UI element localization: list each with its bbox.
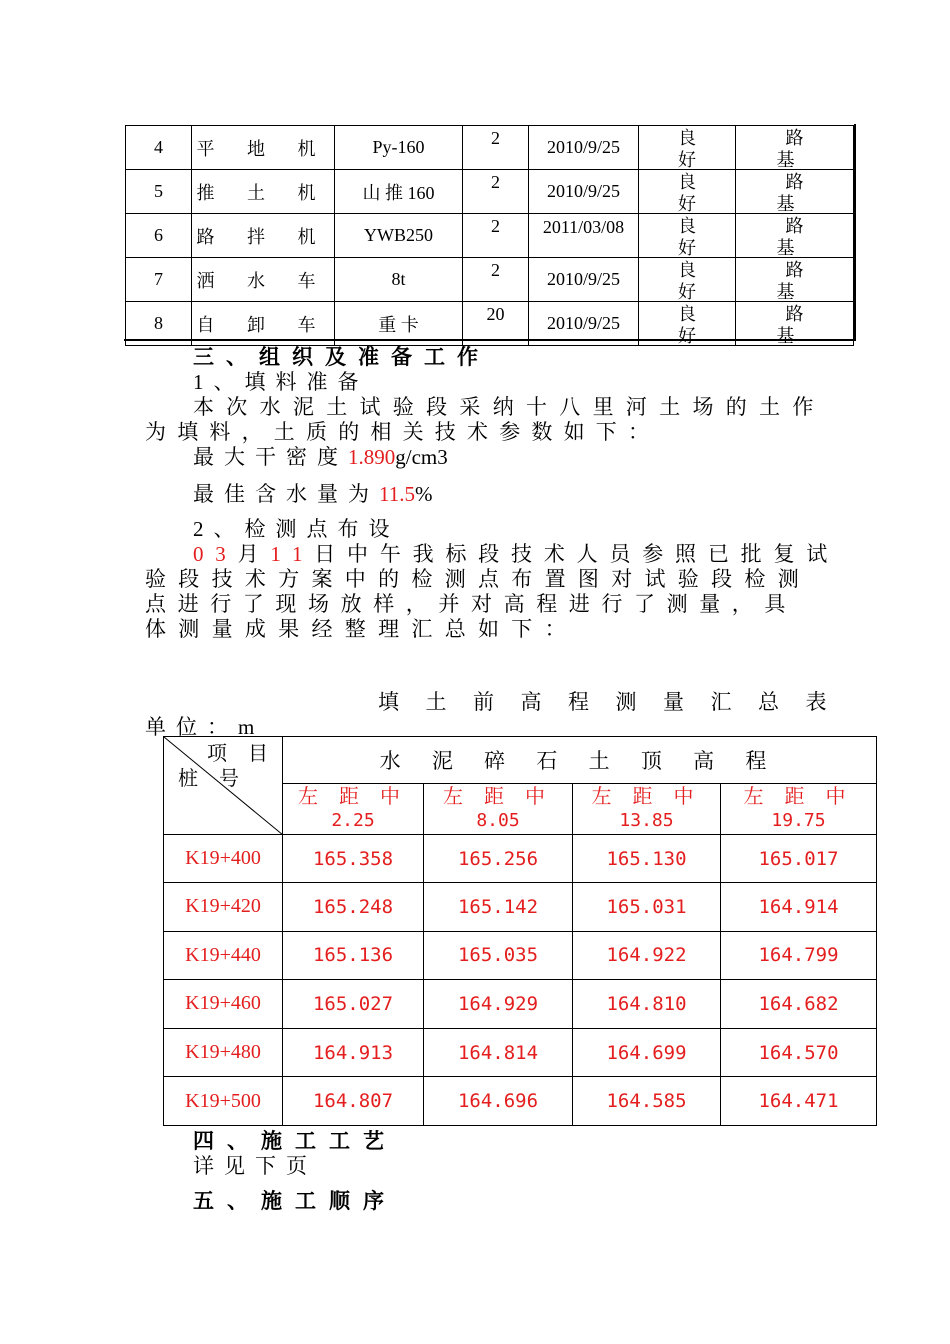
moisture [193, 478, 432, 508]
elevation-table [163, 736, 877, 1126]
equipment-name-text: 洒 水 车 [196, 270, 330, 291]
equipment-no-text: 8 [154, 313, 163, 333]
equipment-condition-text: 良好 [678, 216, 696, 256]
equipment-no [126, 126, 192, 170]
elevation-table-title: 填土前高程测量汇总表 [378, 690, 853, 714]
equipment-date [529, 214, 639, 258]
corner-top-label: 项 目 [207, 743, 276, 765]
equipment-name [192, 126, 335, 170]
corner-bottom-label: 桩 号 [178, 768, 247, 790]
column-distance: 13.85 [619, 810, 674, 831]
equipment-no-text: 7 [154, 269, 163, 289]
equipment-row [126, 302, 854, 346]
para2-month-char: 月 [237, 542, 271, 566]
equipment-model [335, 126, 463, 170]
column-label: 左 距 中 [298, 786, 408, 808]
equipment-condition [639, 126, 736, 170]
equipment-count-text: 20 [486, 304, 505, 324]
equipment-name [192, 214, 335, 258]
elevation-cell: 164.922 [573, 931, 721, 980]
equipment-row [126, 170, 854, 214]
equipment-date [529, 302, 639, 346]
column-label: 左 距 中 [591, 786, 702, 808]
equipment-count [463, 126, 529, 170]
moisture-label: 最佳含水量为 [193, 482, 379, 506]
equipment-no-text: 5 [154, 181, 163, 201]
equipment-use-text: 路基 [776, 304, 822, 344]
column-label: 左 距 中 [743, 786, 854, 808]
elevation-cell: 165.031 [573, 883, 721, 932]
elevation-cell: 164.914 [721, 883, 877, 932]
equipment-no-text: 6 [154, 225, 163, 245]
section3-sub2: 2、检测点布设 [193, 517, 400, 541]
table-row [164, 1077, 877, 1126]
para2-line3: 点进行了现场放样，并对高程进行了测量，具 [145, 592, 797, 616]
elevation-cell: 164.585 [573, 1077, 721, 1126]
equipment-model-text: 8t [391, 269, 406, 289]
equipment-use [736, 170, 854, 214]
equipment-count [463, 170, 529, 214]
equipment-name [192, 302, 335, 346]
moisture-unit: % [414, 482, 433, 506]
elevation-cell: 164.814 [424, 1028, 573, 1077]
equipment-table [125, 125, 854, 346]
equipment-count [463, 214, 529, 258]
corner-cell [164, 737, 283, 835]
station-cell: K19+500 [164, 1077, 283, 1126]
elevation-cell: 164.810 [573, 980, 721, 1029]
section3-heading: 三、组织及准备工作 [193, 345, 490, 369]
equipment-date-text: 2011/03/08 [542, 217, 625, 237]
equipment-model [335, 258, 463, 302]
equipment-count-text: 2 [491, 172, 500, 192]
column-distance: 8.05 [476, 810, 520, 831]
para1-line1: 本次水泥土试验段采纳十八里河土场的土作 [193, 395, 826, 419]
elevation-cell: 164.913 [283, 1028, 424, 1077]
equipment-model-text: 重 卡 [378, 314, 419, 335]
equipment-name-text: 推 土 机 [196, 182, 330, 203]
equipment-model [335, 214, 463, 258]
equipment-no [126, 170, 192, 214]
equipment-date [529, 126, 639, 170]
equipment-count-text: 2 [491, 128, 500, 148]
column-header [424, 784, 573, 835]
equipment-condition-text: 良好 [678, 304, 696, 344]
equipment-model [335, 302, 463, 346]
station-cell: K19+400 [164, 835, 283, 883]
equipment-count [463, 302, 529, 346]
equipment-use [736, 126, 854, 170]
column-header [573, 784, 721, 835]
equipment-name-text: 路 拌 机 [196, 226, 330, 247]
elevation-cell: 164.807 [283, 1077, 424, 1126]
equipment-row [126, 258, 854, 302]
equipment-date-text: 2010/9/25 [546, 137, 620, 157]
equipment-model-text: Py-160 [372, 137, 425, 157]
equipment-condition-text: 良好 [678, 260, 696, 300]
section3-sub1: 1、填料准备 [193, 370, 369, 394]
elevation-cell: 164.799 [721, 931, 877, 980]
station-cell: K19+460 [164, 980, 283, 1029]
equipment-condition-text: 良好 [678, 172, 696, 212]
elevation-cell: 164.699 [573, 1028, 721, 1077]
para1-line2: 为填料，土质的相关技术参数如下： [145, 420, 661, 444]
elevation-table-unit: 单位：m [145, 715, 265, 739]
equipment-model-text: YWB250 [364, 225, 433, 245]
equipment-name [192, 258, 335, 302]
equipment-use [736, 214, 854, 258]
max-density-unit: g/cm3 [395, 445, 448, 469]
elevation-cell: 165.035 [424, 931, 573, 980]
equipment-condition-text: 良好 [678, 128, 696, 168]
equipment-name-text: 平 地 机 [196, 138, 330, 159]
column-distance: 2.25 [331, 810, 375, 831]
elevation-cell: 165.248 [283, 883, 424, 932]
elevation-cell: 164.682 [721, 980, 877, 1029]
equipment-use-text: 路基 [776, 128, 822, 168]
equipment-use-text: 路基 [776, 260, 822, 300]
para2-line1-rest: 日中午我标段技术人员参照已批复试 [314, 542, 840, 566]
station-cell: K19+420 [164, 883, 283, 932]
section4-text: 详见下页 [193, 1154, 317, 1178]
column-label: 左 距 中 [443, 786, 553, 808]
group-header: 水 泥 碎 石 土 顶 高 程 [283, 737, 877, 784]
equipment-name-text: 自 卸 车 [196, 314, 330, 335]
equipment-model [335, 170, 463, 214]
equipment-date [529, 170, 639, 214]
equipment-date-text: 2010/9/25 [546, 313, 620, 333]
elevation-cell: 165.142 [424, 883, 573, 932]
equipment-use [736, 258, 854, 302]
elevation-cell: 165.130 [573, 835, 721, 883]
elevation-cell: 165.358 [283, 835, 424, 883]
equipment-no-text: 4 [154, 137, 163, 157]
elevation-cell: 165.027 [283, 980, 424, 1029]
equipment-condition [639, 258, 736, 302]
column-header [721, 784, 877, 835]
para2-line2: 验段技术方案中的检测点布置图对试验段检测 [145, 567, 811, 591]
equipment-condition [639, 214, 736, 258]
equipment-row [126, 126, 854, 170]
equipment-name [192, 170, 335, 214]
para2-month: 03 [193, 542, 238, 566]
table-row [164, 931, 877, 980]
equipment-date-text: 2010/9/25 [546, 269, 620, 289]
elevation-cell: 165.017 [721, 835, 877, 883]
elevation-cell: 164.929 [424, 980, 573, 1029]
table-row [164, 883, 877, 932]
section4-heading: 四、施工工艺 [193, 1129, 397, 1153]
equipment-date [529, 258, 639, 302]
equipment-condition [639, 170, 736, 214]
table-row [164, 835, 877, 883]
equipment-no [126, 302, 192, 346]
equipment-date-text: 2010/9/25 [546, 181, 620, 201]
equipment-count [463, 258, 529, 302]
equipment-no [126, 214, 192, 258]
column-header [283, 784, 424, 835]
table-row [164, 980, 877, 1029]
elevation-cell: 164.696 [424, 1077, 573, 1126]
column-distance: 19.75 [771, 810, 826, 831]
max-density-label: 最大干密度 [193, 445, 348, 469]
equipment-condition [639, 302, 736, 346]
equipment-no [126, 258, 192, 302]
max-density [193, 441, 448, 471]
equipment-use-text: 路基 [776, 172, 822, 212]
equipment-count-text: 2 [491, 260, 500, 280]
equipment-model-text: 山 推 160 [362, 182, 435, 203]
section5-heading: 五、施工顺序 [193, 1189, 397, 1213]
elevation-cell: 165.136 [283, 931, 424, 980]
station-cell: K19+480 [164, 1028, 283, 1077]
para2-line4: 体测量成果经整理汇总如下： [145, 617, 578, 641]
station-cell: K19+440 [164, 931, 283, 980]
equipment-use-text: 路基 [776, 216, 822, 256]
para2-day: 11 [270, 542, 315, 566]
equipment-count-text: 2 [491, 216, 500, 236]
elevation-cell: 164.471 [721, 1077, 877, 1126]
equipment-row [126, 214, 854, 258]
max-density-value: 1.890 [348, 445, 396, 469]
elevation-cell: 165.256 [424, 835, 573, 883]
moisture-value: 11.5 [379, 482, 415, 506]
elevation-cell: 164.570 [721, 1028, 877, 1077]
table-row [164, 1028, 877, 1077]
equipment-use [736, 302, 854, 346]
